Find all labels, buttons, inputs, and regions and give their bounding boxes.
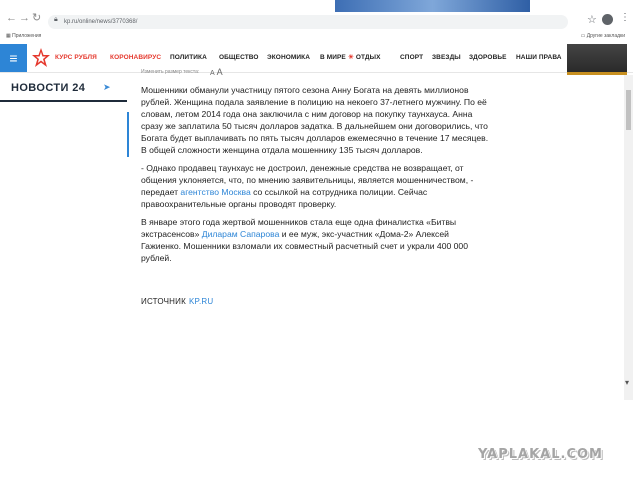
agency-link[interactable]: агентство Москва bbox=[180, 187, 251, 197]
profile-avatar[interactable] bbox=[602, 14, 613, 25]
lock-icon: 🔒︎ bbox=[54, 16, 58, 23]
back-arrow-icon[interactable]: ← bbox=[6, 12, 17, 24]
sun-icon: ☀ bbox=[348, 54, 356, 61]
nav-item[interactable]: КУРС РУБЛЯ bbox=[55, 54, 97, 61]
source-link[interactable]: KP.RU bbox=[188, 297, 214, 306]
browser-toolbar bbox=[0, 0, 633, 32]
nav-item[interactable]: КОРОНАВИРУС bbox=[110, 54, 162, 61]
nav-item[interactable]: В МИРЕ bbox=[320, 54, 346, 61]
nav-item[interactable]: ЗВЕЗДЫ bbox=[432, 54, 461, 61]
left-sidebar bbox=[0, 73, 127, 400]
article-paragraph: Мошенники обманули участницу пятого сезона Анну Богата на девять миллионов рублей. Женщина подала заявление в полицию на некоего 37-летнего мужчину. По её словам, летом 2014 года она заключила с ним договор на покупку таунхауса. Анна сразу же заплатила 50 тысяч долларов задатка. В дальнейшем они договорились, что Богата будет выплачивать по пять тысяч долларов ежемесячно в течение 17 месяцев. В общей сложности женщина отдала мошеннику 135 тысяч долларов. bbox=[141, 85, 489, 155]
nav-item[interactable]: ЗДОРОВЬЕ bbox=[469, 54, 507, 61]
bookmarks-bar bbox=[0, 32, 633, 42]
sidebar-accent-line bbox=[127, 112, 129, 157]
browser-menu-icon[interactable]: ⋮ bbox=[620, 12, 630, 23]
promo-banner-strip bbox=[567, 72, 627, 75]
nav-item[interactable] bbox=[348, 53, 381, 63]
article-paragraph: - Однако продавец таунхаус не достроил, денежные средства не возвращает, от общения уклоняется, что, по мнению заявительницы, является мошенничеством, - передает агентство Москва со ссылкой на сотрудника полиции. Сейчас правоохранительные органы проводят проверку. bbox=[141, 163, 474, 209]
reload-icon[interactable]: ↻ bbox=[32, 12, 42, 24]
scroll-down-arrow-icon[interactable]: ▾ bbox=[625, 378, 630, 387]
forward-arrow-icon[interactable]: → bbox=[19, 12, 30, 24]
bookmark-star-icon[interactable]: ☆ bbox=[587, 14, 597, 26]
font-size-label: Изменить размер текста: bbox=[141, 69, 200, 75]
person-link[interactable]: Диларам Сапарова bbox=[201, 229, 280, 239]
scrollbar-thumb[interactable] bbox=[626, 90, 631, 130]
article-body bbox=[141, 84, 491, 270]
nav-item[interactable]: СПОРТ bbox=[400, 54, 424, 61]
nav-item[interactable]: ЭКОНОМИКА bbox=[267, 54, 311, 61]
source-label: ИСТОЧНИК bbox=[141, 297, 186, 306]
promo-banner[interactable] bbox=[567, 44, 627, 72]
url-text[interactable]: kp.ru/online/news/3770368/ bbox=[64, 19, 138, 25]
desktop-background bbox=[335, 0, 530, 12]
paper-plane-icon[interactable]: ➤ bbox=[103, 82, 111, 92]
news24-underline bbox=[0, 100, 127, 102]
bookmark-apps[interactable]: ▦ Приложения bbox=[6, 33, 42, 39]
nav-item[interactable]: НАШИ ПРАВА bbox=[516, 54, 562, 61]
kp-logo-icon[interactable] bbox=[31, 47, 51, 69]
site-header bbox=[0, 44, 633, 73]
font-size-small-icon[interactable]: А bbox=[210, 70, 215, 77]
article-source bbox=[141, 297, 213, 306]
watermark: YAPLAKAL.COM bbox=[478, 447, 603, 462]
hamburger-menu-icon[interactable]: ≡ bbox=[0, 44, 27, 72]
font-size-buttons[interactable] bbox=[210, 67, 223, 77]
nav-item-label: ОТДЫХ bbox=[355, 54, 381, 61]
nav-item[interactable]: ПОЛИТИКА bbox=[170, 54, 207, 61]
font-size-large-icon[interactable]: А bbox=[216, 67, 223, 77]
news24-title[interactable]: НОВОСТИ 24 bbox=[11, 82, 86, 94]
bookmark-other[interactable]: ▭ Другие закладки bbox=[580, 33, 625, 39]
article-paragraph: В январе этого года жертвой мошенников стала еще одна финалистка «Битвы экстрасенсов» Диларам Сапарова и ее муж, экс-участник «Дома-2» Алексей Гажиенко. Мошенники взломали их совместный расчетный счет и украли 400 000 рублей. bbox=[141, 217, 468, 263]
nav-item[interactable]: ОБЩЕСТВО bbox=[219, 54, 259, 61]
